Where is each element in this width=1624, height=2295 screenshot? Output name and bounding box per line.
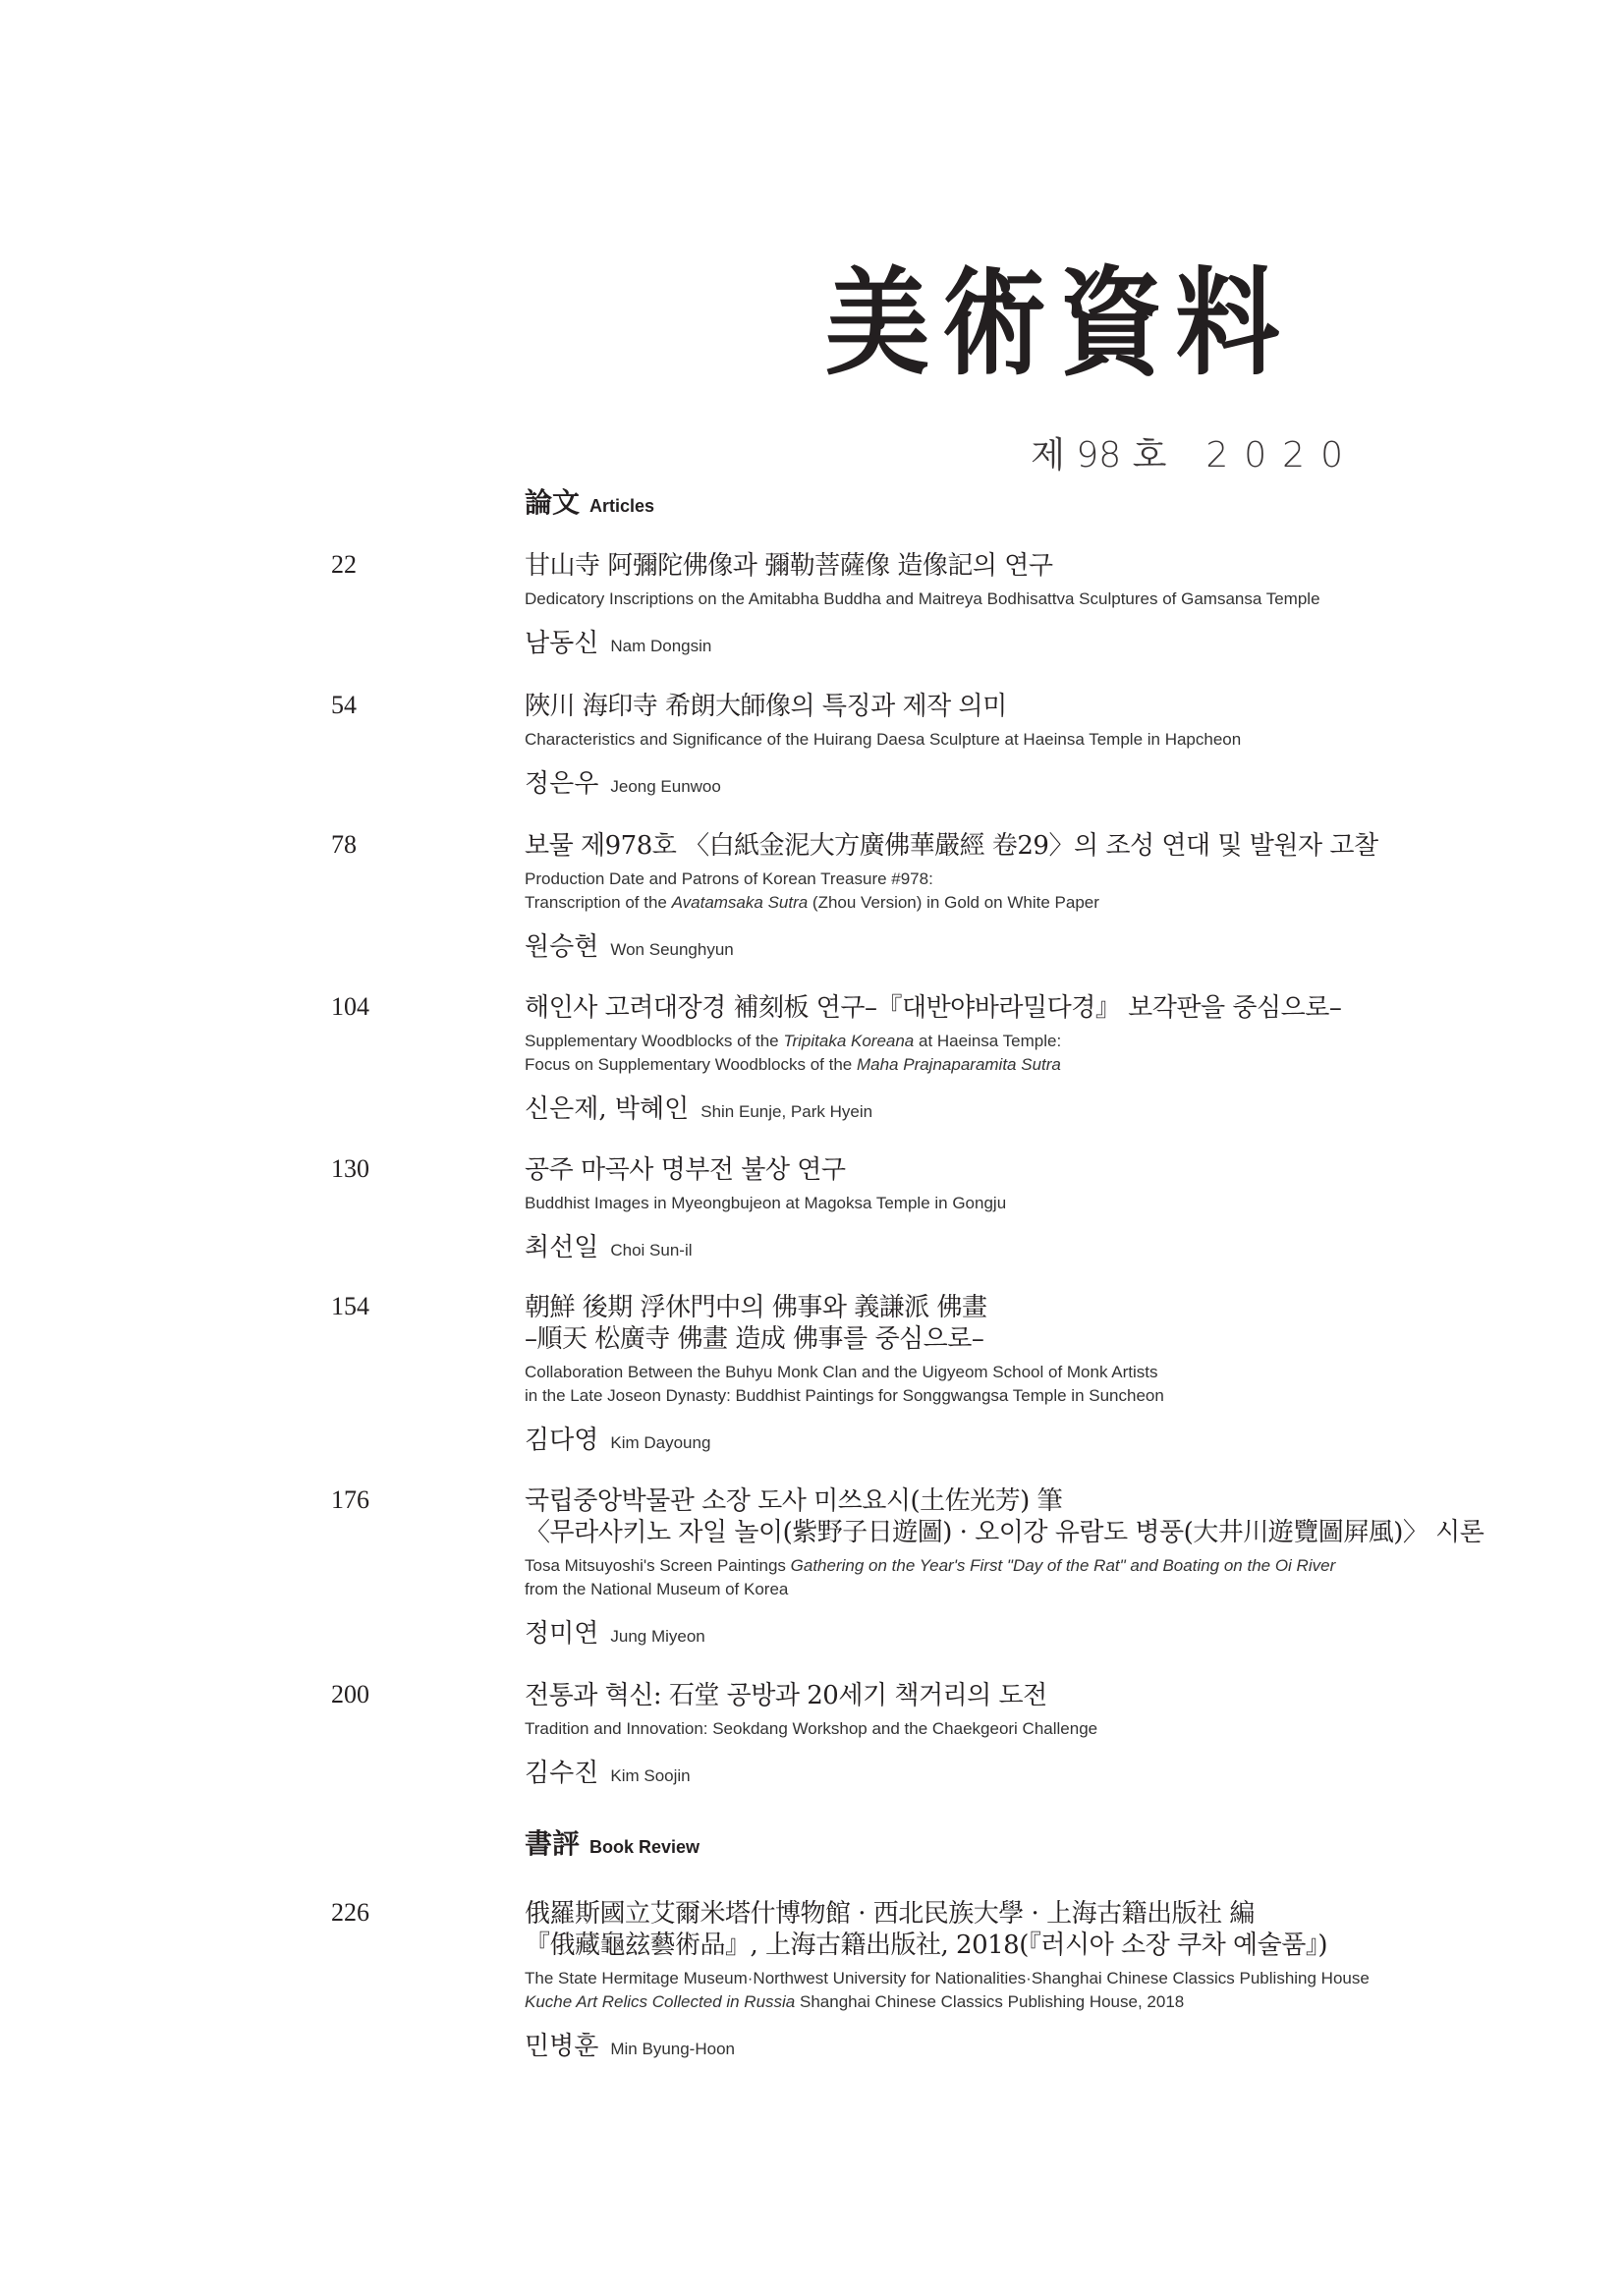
title-english: Buddhist Images in Myeongbujeon at Magoksa Temple in Gongju [525, 1194, 1007, 1212]
title-korean: 공주 마곡사 명부전 불상 연구 [525, 1155, 846, 1185]
title-english [525, 1554, 1507, 1601]
author-english: Jung Miyeon [610, 1627, 705, 1646]
page-number: 226 [331, 1898, 369, 1927]
author [525, 1420, 1507, 1456]
entry-content [525, 1154, 1507, 1263]
title-korean: 陜川 海印寺 希朗大師像의 특징과 제작 의미 [525, 692, 1007, 721]
title-english-line: Production Date and Patrons of Korean Treasure #978: [525, 869, 933, 888]
page-number: 200 [331, 1680, 369, 1708]
section-hanja: 論文 [525, 486, 581, 519]
title-english-line: in the Late Joseon Dynasty: Buddhist Paintings for Songgwangsa Temple in Suncheon [525, 1386, 1164, 1405]
section-header-book-review [525, 1822, 700, 1862]
section-header-articles [525, 481, 654, 521]
issue-number: 제 98 호 [1031, 435, 1167, 476]
section-english: Book Review [589, 1837, 700, 1857]
entry-content [525, 1898, 1507, 2062]
title-korean: 해인사 고려대장경 補刻板 연구–『대반야바라밀다경』 보각판을 중심으로– [525, 993, 1342, 1023]
entry-content [525, 1485, 1507, 1650]
section-hanja: 書評 [525, 1827, 581, 1860]
title-korean-line: 朝鮮 後期 浮休門中의 佛事와 義謙派 佛畫 [525, 1293, 987, 1322]
title-english-italic: Gathering on the Year's First "Day of the Rat" and Boating on the Oi River [790, 1556, 1336, 1575]
title-english-text: (Zhou Version) in Gold on White Paper [808, 893, 1099, 912]
author [525, 2026, 1507, 2062]
title-korean: 甘山寺 阿彌陀佛像과 彌勒菩薩像 造像記의 연구 [525, 551, 1053, 581]
title-english-italic: Kuche Art Relics Collected in Russia [525, 1992, 796, 2011]
author [525, 1753, 1507, 1789]
issue-year: 2020 [1205, 435, 1359, 476]
author [525, 623, 1507, 659]
author-korean: 김다영 [525, 1426, 599, 1455]
title-korean: 전통과 혁신: 石堂 공방과 20세기 책거리의 도전 [525, 1681, 1047, 1710]
author [525, 763, 1507, 800]
page-number: 104 [331, 992, 369, 1021]
author-english: Kim Soojin [610, 1766, 691, 1785]
author-korean: 민병훈 [525, 2032, 599, 2061]
title-english: Tradition and Innovation: Seokdang Workshop and the Chaekgeori Challenge [525, 1719, 1098, 1738]
page-number: 54 [331, 691, 357, 719]
title-english-line: The State Hermitage Museum·Northwest University for Nationalities·Shanghai Chinese Classics Publishing House [525, 1969, 1370, 1987]
author-english: Won Seunghyun [610, 940, 734, 959]
title-english-line [525, 1554, 1507, 1578]
author [525, 1227, 1507, 1263]
title-korean-line: 국립중앙박물관 소장 도사 미쓰요시(土佐光芳) 筆 [525, 1486, 1063, 1516]
author-korean: 최선일 [525, 1233, 599, 1262]
title-english [525, 1361, 1507, 1408]
page-number: 154 [331, 1292, 369, 1320]
author-english: Kim Dayoung [610, 1433, 711, 1452]
title-korean-line: 俄羅斯國立艾爾米塔什博物館 · 西北民族大學 · 上海古籍出版社 編 [525, 1899, 1255, 1929]
author-korean: 원승현 [525, 932, 599, 962]
title-english-text: Shanghai Chinese Classics Publishing House, 2018 [795, 1992, 1185, 2011]
title-english-line: Collaboration Between the Buhyu Monk Clan and the Uigyeom School of Monk Artists [525, 1363, 1158, 1381]
title-english-text: Tosa Mitsuyoshi's Screen Paintings [525, 1556, 791, 1575]
author-korean: 신은제, 박혜인 [525, 1094, 690, 1124]
title-english [525, 1967, 1507, 2014]
title-english-line [525, 1053, 1507, 1077]
title-english [525, 868, 1507, 915]
author-english: Choi Sun-il [610, 1241, 693, 1259]
title-korean-line: –順天 松廣寺 佛畫 造成 佛事를 중심으로– [525, 1324, 984, 1354]
title-english-text: Transcription of the [525, 893, 672, 912]
author-english: Min Byung-Hoon [610, 2040, 735, 2058]
author-english: Shin Eunje, Park Hyein [700, 1102, 873, 1121]
entry-content [525, 1292, 1507, 1456]
author [525, 926, 1507, 963]
title-english-line: from the National Museum of Korea [525, 1580, 789, 1598]
title-english-italic: Avatamsaka Sutra [671, 893, 809, 912]
entry-content [525, 830, 1507, 963]
title-english [525, 1030, 1507, 1077]
author-english: Jeong Eunwoo [610, 777, 721, 796]
author [525, 1089, 1507, 1125]
title-korean: 보물 제978호 〈白紙金泥大方廣佛華嚴經 卷29〉의 조성 연대 및 발원자 고찰 [525, 831, 1378, 861]
section-english: Articles [589, 496, 655, 516]
title-english-line [525, 1990, 1507, 2014]
title-english-text: at Haeinsa Temple: [914, 1032, 1062, 1050]
title-english-italic: Tripitaka Koreana [783, 1032, 915, 1050]
page-number: 78 [331, 830, 357, 859]
entry-content [525, 550, 1507, 659]
author-korean: 정은우 [525, 769, 599, 799]
title-english-italic: Maha Prajnaparamita Sutra [856, 1055, 1061, 1074]
issue-line [1031, 427, 1359, 477]
page-number: 176 [331, 1485, 369, 1514]
title-english-line [525, 1030, 1507, 1053]
page-number: 130 [331, 1154, 369, 1183]
title-korean-line: 〈무라사키노 자일 놀이(紫野子日遊圖) · 오이강 유람도 병풍(大井川遊覽圖屛風)〉 시론 [525, 1518, 1484, 1547]
title-english-text: Supplementary Woodblocks of the [525, 1032, 784, 1050]
entry-content [525, 992, 1507, 1125]
entry-content [525, 691, 1507, 800]
author [525, 1613, 1507, 1650]
page-number: 22 [331, 550, 357, 579]
author-korean: 김수진 [525, 1759, 599, 1788]
author-english: Nam Dongsin [610, 637, 712, 655]
title-english-text: Focus on Supplementary Woodblocks of the [525, 1055, 857, 1074]
title-korean-line: 『俄藏龜玆藝術品』, 上海古籍出版社, 2018(『러시아 소장 쿠차 예술품』) [525, 1931, 1327, 1960]
title-english-line [525, 891, 1507, 915]
title-english: Dedicatory Inscriptions on the Amitabha Buddha and Maitreya Bodhisattva Sculptures of Gamsansa Temple [525, 589, 1320, 608]
title-english: Characteristics and Significance of the Huirang Daesa Sculpture at Haeinsa Temple in Hapcheon [525, 730, 1242, 749]
author-korean: 정미연 [525, 1619, 599, 1649]
entry-content [525, 1680, 1507, 1789]
author-korean: 남동신 [525, 629, 599, 658]
journal-title: 美術資料 [825, 254, 1293, 391]
